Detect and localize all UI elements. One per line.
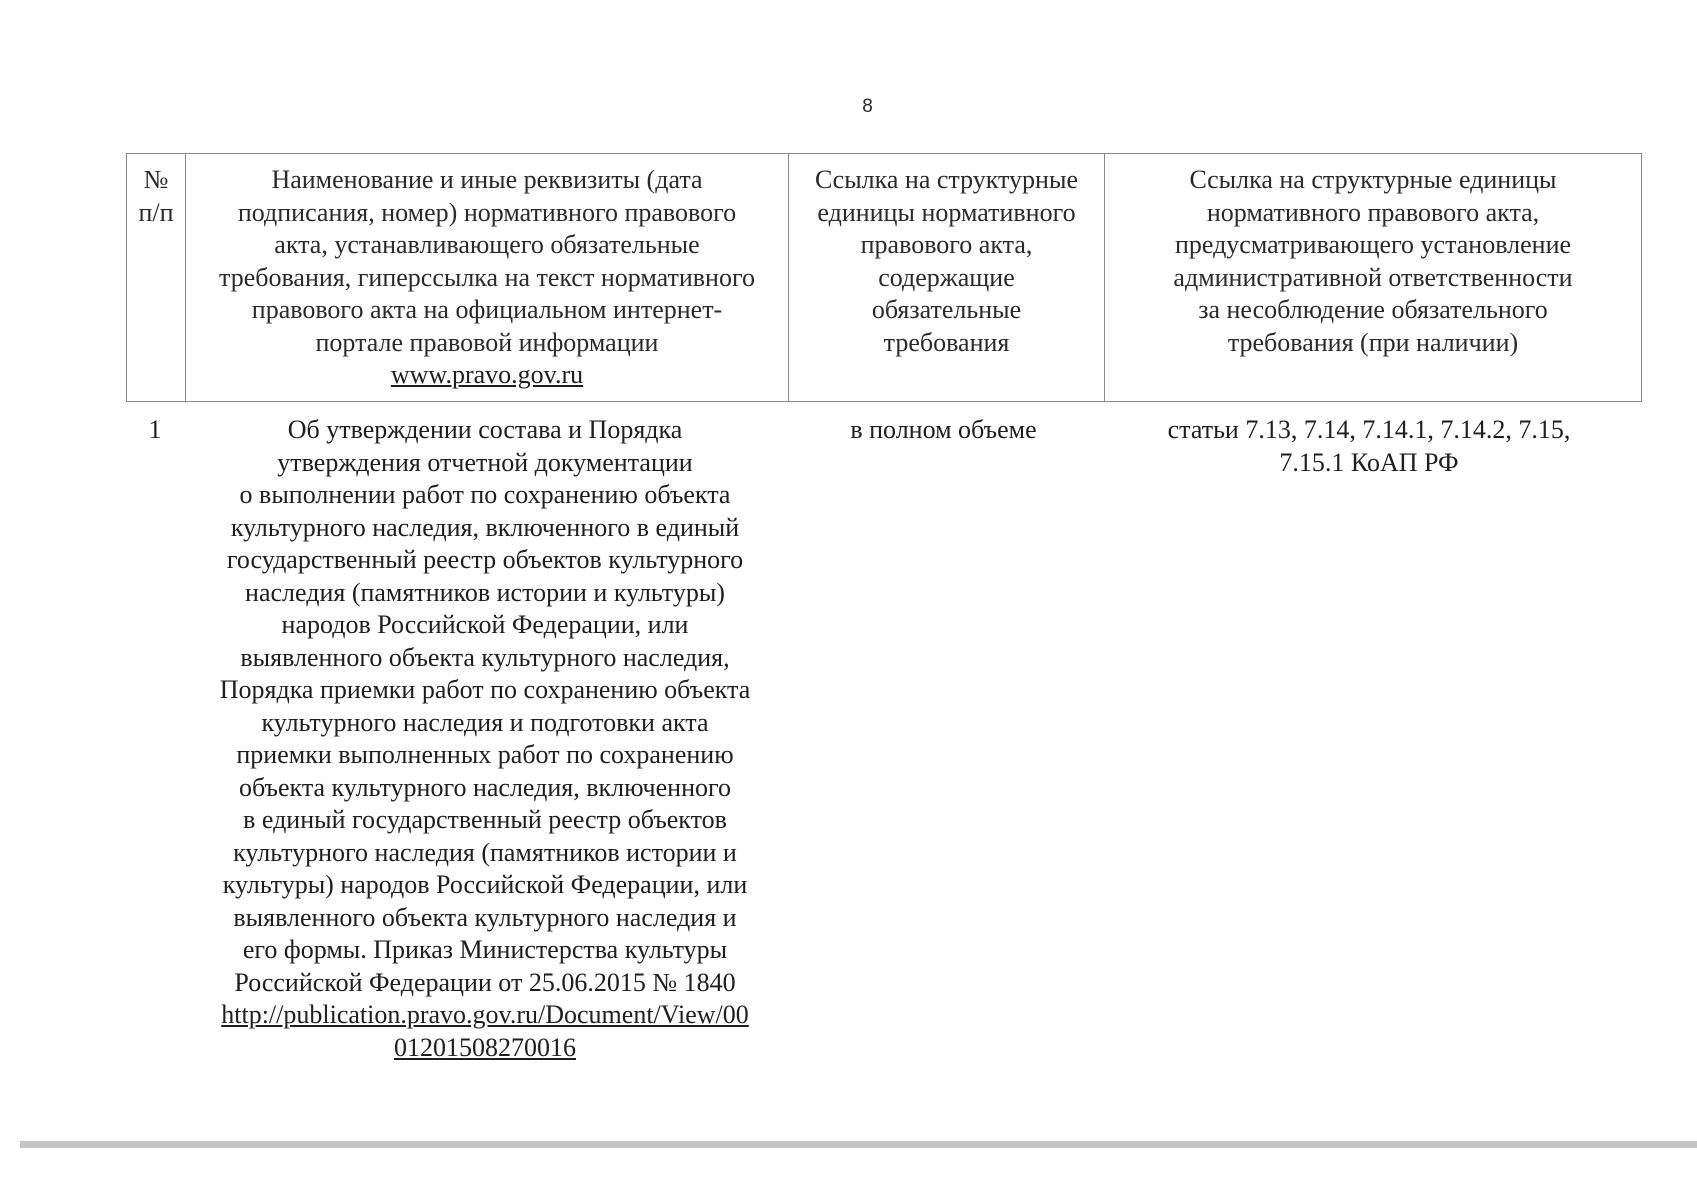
document-link[interactable]	[188, 999, 782, 1064]
row-name-line: Российской Федерации от 25.06.2015 № 1840	[234, 967, 736, 997]
row-units-cell: в полном объеме	[850, 415, 1037, 444]
header-units-line: обязательные	[871, 295, 1022, 324]
header-name-line: правового акта на официальном интернет-	[251, 295, 723, 324]
header-number-line: №	[143, 165, 169, 194]
header-units-column	[789, 154, 1105, 402]
row-name-line: культуры) народов Российской Федерации, или	[222, 870, 748, 899]
header-units-line: Ссылка на структурные	[815, 165, 1078, 194]
row-name-line: культурного наследия, включенного в единый	[230, 512, 740, 542]
header-units-line: требования	[883, 327, 1010, 357]
header-liability-column	[1105, 154, 1642, 402]
header-name-line: акта, устанавливающего обязательные	[274, 230, 700, 259]
table-body	[126, 402, 1637, 1064]
row-name-line: приемки выполненных работ по сохранению	[236, 740, 734, 769]
row-liability-cell	[1101, 402, 1637, 1064]
header-liability-line: требования (при наличии)	[1227, 327, 1519, 357]
table-header	[126, 153, 1642, 402]
row-name-line: народов Российской Федерации, или	[281, 610, 689, 639]
row-name-line: о выполнении работ по сохранению объекта	[239, 480, 731, 509]
table-row	[126, 402, 1637, 1064]
header-name-column	[186, 154, 789, 402]
header-units-line: правового акта,	[860, 230, 1033, 259]
header-name-line: портале правовой информации	[315, 327, 659, 357]
header-liability-line: административной ответственности	[1173, 262, 1573, 292]
row-liability-line: статьи 7.13, 7.14, 7.14.1, 7.14.2, 7.15,	[1167, 415, 1571, 444]
header-name-line: требования, гиперссылка на текст нормативного	[219, 262, 755, 292]
row-name-line: культурного наследия и подготовки акта	[261, 707, 709, 737]
header-liability-line: нормативного правового акта,	[1206, 197, 1540, 227]
header-number-line: п/п	[138, 197, 174, 227]
scan-bottom-edge	[20, 1141, 1697, 1148]
header-liability-line: Ссылка на структурные единицы	[1189, 165, 1557, 194]
header-row	[127, 154, 1642, 402]
row-name-line: выявленного объекта культурного наследия,	[240, 642, 730, 672]
row-liability-line: 7.15.1 КоАП РФ	[1279, 447, 1459, 477]
row-name-line: утверждения отчетной документации	[277, 447, 693, 477]
row-number-cell: 1	[148, 415, 162, 444]
document-link-line[interactable]: 01201508270016	[394, 1032, 576, 1062]
pravo-portal-link[interactable]: www.pravo.gov.ru	[390, 360, 584, 389]
header-number-column	[127, 154, 186, 402]
row-name-line: Порядка приемки работ по сохранению объекта	[219, 675, 751, 704]
document-link-line[interactable]: http://publication.pravo.gov.ru/Document/View/00	[221, 1000, 749, 1029]
header-liability-line: за несоблюдение обязательного	[1198, 295, 1548, 324]
row-name-cell	[184, 402, 786, 1064]
header-name-line: Наименование и иные реквизиты (дата	[271, 165, 703, 194]
row-name-line: государственный реестр объектов культурного	[226, 545, 744, 574]
row-name-line: наследия (памятников истории и культуры)	[245, 577, 725, 607]
page-number: 8	[862, 96, 873, 117]
header-units-line: содержащие	[878, 262, 1015, 292]
row-name-line: его формы. Приказ Министерства культуры	[242, 935, 728, 964]
row-name-line: в единый государственный реестр объектов	[243, 805, 727, 834]
row-name-line: объекта культурного наследия, включенного	[238, 772, 732, 802]
header-units-line: единицы нормативного	[817, 197, 1076, 227]
row-name-line: культурного наследия (памятников истории и	[233, 837, 737, 867]
header-liability-line: предусматривающего установление	[1174, 230, 1572, 259]
row-name-line: выявленного объекта культурного наследия и	[233, 902, 737, 932]
header-name-line: подписания, номер) нормативного правового	[237, 197, 737, 227]
row-name-line: Об утверждении состава и Порядка	[287, 415, 683, 444]
